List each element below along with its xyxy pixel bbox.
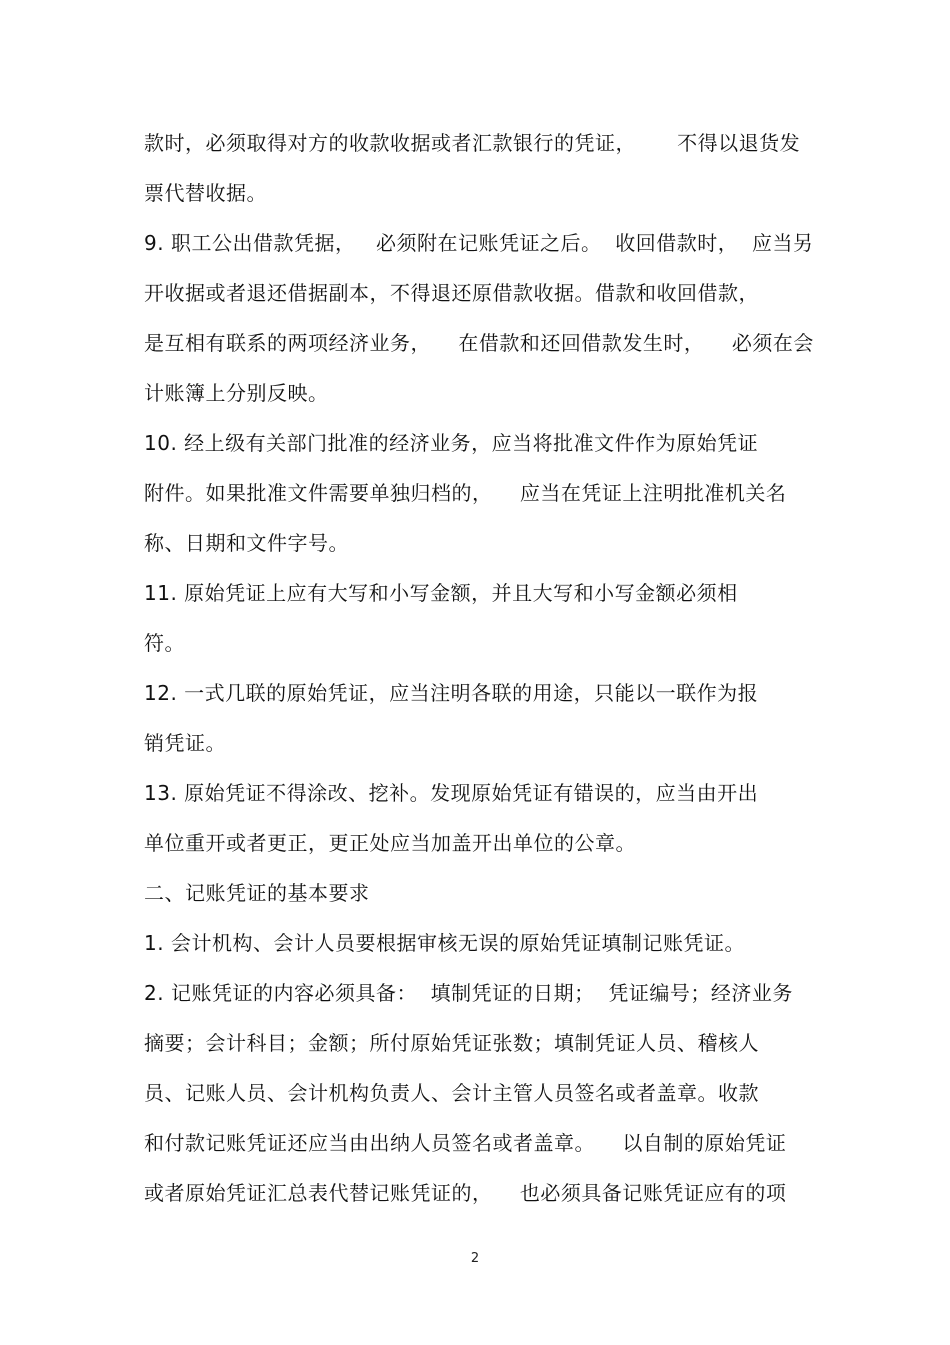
- text-line: 摘要；会计科目；金额；所付原始凭证张数；填制凭证人员、稽核人: [144, 1031, 759, 1055]
- text-line: 10. 经上级有关部门批准的经济业务，应当将批准文件作为原始凭证: [144, 431, 759, 455]
- text-line: 11. 原始凭证上应有大写和小写金额，并且大写和小写金额必须相: [144, 581, 738, 605]
- text-line: 计账簿上分别反映。: [144, 381, 329, 405]
- text-line: 票代替收据。: [144, 181, 267, 205]
- text-line: 或者原始凭证汇总表代替记账凭证的， 也必须具备记账凭证应有的项: [144, 1181, 787, 1205]
- text-line: 单位重开或者更正，更正处应当加盖开出单位的公章。: [144, 831, 636, 855]
- section-heading: 二、记账凭证的基本要求: [144, 881, 370, 905]
- text-line: 称、日期和文件字号。: [144, 531, 349, 555]
- text-line: 13. 原始凭证不得涂改、挖补。发现原始凭证有错误的，应当由开出: [144, 781, 759, 805]
- text-line: 9. 职工公出借款凭据， 必须附在记账凭证之后。 收回借款时， 应当另: [144, 231, 814, 255]
- text-line: 1. 会计机构、会计人员要根据审核无误的原始凭证填制记账凭证。: [144, 931, 745, 955]
- text-line: 符。: [144, 631, 185, 655]
- text-line: 销凭证。: [144, 731, 226, 755]
- text-line: 2. 记账凭证的内容必须具备： 填制凭证的日期； 凭证编号；经济业务: [144, 981, 793, 1005]
- text-line: 是互相有联系的两项经济业务， 在借款和还回借款发生时， 必须在会: [144, 331, 814, 355]
- text-line: 开收据或者退还借据副本，不得退还原借款收据。借款和收回借款，: [144, 281, 759, 305]
- page-number: 2: [470, 1251, 480, 1266]
- text-line: 和付款记账凭证还应当由出纳人员签名或者盖章。 以自制的原始凭证: [144, 1131, 787, 1155]
- text-line: 款时，必须取得对方的收款收据或者汇款银行的凭证， 不得以退货发: [144, 131, 801, 155]
- text-line: 附件。如果批准文件需要单独归档的， 应当在凭证上注明批准机关名: [144, 481, 787, 505]
- text-line: 12. 一式几联的原始凭证，应当注明各联的用途，只能以一联作为报: [144, 681, 759, 705]
- text-line: 员、记账人员、会计机构负责人、会计主管人员签名或者盖章。收款: [144, 1081, 759, 1105]
